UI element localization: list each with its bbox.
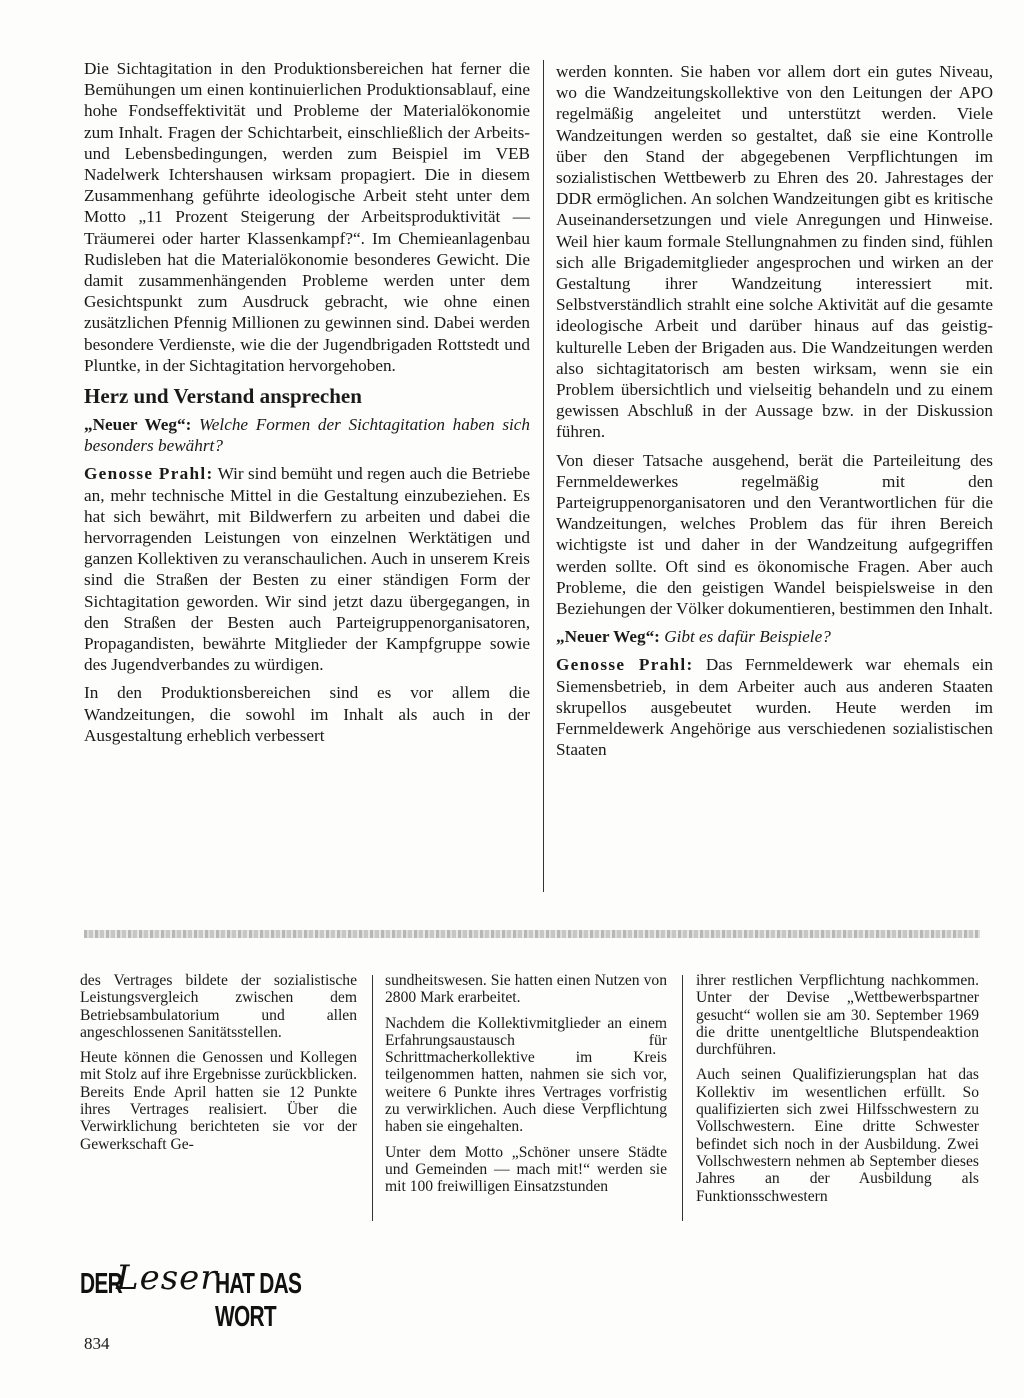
logo-leser: Leser — [116, 1258, 218, 1298]
section-divider — [84, 930, 980, 938]
paragraph: In den Produktionsbereichen sind es vor allem die Wandzeitungen, die sowohl im Inhalt als auch in der Ausgestaltung erheblich verbessert — [84, 683, 530, 745]
interview-answer — [84, 463, 530, 675]
interview-question — [84, 414, 530, 456]
question-text: Welche Formen der Sichtagitation haben sich besonders bewährt? — [84, 415, 531, 456]
interview-answer — [556, 654, 993, 760]
column-rule — [682, 975, 683, 1221]
question-label: „Neuer Weg“: — [556, 627, 660, 647]
answer-text: Das Fernmeldewerk war ehemals ein Siemensbetrieb, in dem Arbeiter auch aus anderen Staaten skrupellos ausgebeutet wurden. Heute werden im Fernmeldewerk Angehörige aus verschiedenen sozialistischen Staaten — [556, 655, 993, 760]
column-rule — [543, 60, 544, 892]
paragraph: werden konnten. Sie haben vor allem dort ein gutes Niveau, wo die Wandzeitungskollektive von den Leitungen der APO regelmäßig angeleitet und unterstützt werden. Viele Wandzeitungen werden so gestaltet, daß sie eine Kontrolle über den Stand der abgegebenen Verpflichtungen im sozialistischen Wettbewerb zu Ehren des 20. Jahrestages der DDR ermöglichen. An solchen Wandzeitungen gibt es kritische Auseinandersetzungen und viele Anregungen und Hinweise. Weil hier kaum formale Stellungnahmen zu finden sind, fühlen sich alle Brigademitglieder angesprochen und wirken an der Gestaltung ihrer Wandzeitung interessiert mit. Selbstverständlich strahlt eine solche Aktivität auf die gesamte ideologische Arbeit und darüber hinaus auf das geistig-kulturelle Leben der Brigaden aus. Die Wandzeitungen werden also sichtagitatorisch am besten wirksam, wenn sie ein Problem übersichtlich und vielseitig behandeln und zu einem gewissen Abschluß in der Aussage bzw. in der Diskussion führen. — [556, 62, 993, 442]
paragraph: Heute können die Genossen und Kollegen mit Stolz auf ihre Ergebnisse zurückblicken. Bereits Ende April hatten sie 12 Punkte ihres Vertrages realisiert. Über die Verwirklichung berichteten sie vor der Gewerkschaft Ge- — [80, 1049, 357, 1153]
paragraph: des Vertrages bildete der sozialistische Leistungsvergleich zwischen dem Betriebsambulatorium und allen angeschlossenen Sanitätsstellen. — [80, 972, 357, 1041]
article-column-right — [556, 61, 993, 768]
paragraph: Unter dem Motto „Schöner unsere Städte und Gemeinden — mach mit!“ werden sie mit 100 freiwilligen Einsatzstunden — [385, 1143, 667, 1196]
letter-column-1 — [80, 972, 357, 1161]
logo-hat-das-wort: HAT DAS WORT — [215, 1268, 302, 1333]
rubric-logo — [80, 1258, 350, 1333]
section-heading: Herz und Verstand ansprechen — [84, 384, 362, 409]
question-text: Gibt es dafür Beispiele? — [664, 627, 831, 647]
paragraph: Von dieser Tatsache ausgehend, berät die Parteileitung des Fernmeldewerkes regelmäßig mit den Parteigruppenorganisatoren und den Verantwortlichen für die Wandzeitungen, welches Problem das für ihren Bereich wichtigste ist und daher in der Wandzeitung aufgegriffen werden sollte. Oft sind es ökonomische Fragen. Aber auch Probleme, die den geistigen Wandel beispielsweise in den Beziehungen der Völker dokumentieren, bestimmen den Inhalt. — [556, 450, 993, 619]
paragraph: Nachdem die Kollektivmitglieder an einem Erfahrungsaustausch für Schrittmacherkollektive im Kreis teilgenommen hatten, nahmen sie sich vor, weitere 6 Punkte ihres Vertrages vorfristig zu verwirklichen. Auch diese Verpflichtung haben sie eingehalten. — [385, 1014, 667, 1136]
logo-der: DER — [80, 1268, 122, 1300]
question-label: „Neuer Weg“: — [84, 415, 192, 435]
answer-label: Genosse Prahl: — [556, 655, 694, 675]
paragraph: Auch seinen Qualifizierungsplan hat das Kollektiv im wesentlichen erfüllt. So qualifizierten sich zwei Hilfsschwestern zu Vollschwestern. Eine dritte Schwester befindet sich noch in der Ausbildung. Zwei Vollschwestern nehmen ab September dieses Jahres an der Ausbildung als Funktionsschwestern — [696, 1066, 979, 1205]
interview-question — [556, 626, 993, 647]
letter-column-3 — [696, 972, 979, 1213]
paragraph: ihrer restlichen Verpflichtung nachkommen. Unter der Devise „Wettbewerbspartner gesucht“ wollen sie am 30. September 1969 die dritte unentgeltliche Blutspendeaktion durchführen. — [696, 972, 979, 1059]
letter-column-2 — [385, 972, 667, 1204]
article-column-left — [84, 58, 530, 753]
paragraph: Die Sichtagitation in den Produktionsbereichen hat ferner die Bemühungen um einen kontinuierlichen Produktionsablauf, eine hohe Fondseffektivität und Probleme der Materialökonomie zum Inhalt. Fragen der Schichtarbeit, einschließlich der Arbeits- und Lebensbedingungen, werden zum Beispiel im VEB Nadelwerk Ichtershausen wirksam propagiert. Die in diesem Zusammenhang geführte ideologische Arbeit steht unter dem Motto „11 Prozent Steigerung der Arbeitsproduktivität — Träumerei oder harter Klassenkampf?“. Im Chemieanlagenbau Rudisleben hat die Materialökonomie besonderes Gewicht. Die damit zusammenhängenden Probleme werden unter dem Gesichtspunkt zum Ausdruck gebracht, wie ohne einen zusätzlichen Pfennig Millionen zu gewinnen sind. Dabei werden besondere Verdienste, wie die der Jugendbrigaden Rottstedt und Pluntke, in der Sichtagitation hervorgehoben. — [84, 59, 530, 375]
answer-text: Wir sind bemüht und regen auch die Betriebe an, mehr technische Mittel in die Gestaltung einzubeziehen. Es hat sich bewährt, mit Bildwerfern zu arbeiten und dabei die hervorragenden Leistungen von einzelnen Werktätigen und ganzen Kollektiven zu veranschaulichen. Auch in unserem Kreis sind die Straßen der Besten zu einer ständigen Form der Sichtagitation geworden. Wir sind jetzt dazu übergegangen, in den Straßen der Besten auch Parteigruppenorganisatoren, Propagandisten, bewährte Mitglieder der Kampfgruppe sowie des Jugendverbandes zu würdigen. — [84, 464, 530, 675]
answer-label: Genosse Prahl: — [84, 464, 214, 484]
page-number: 834 — [84, 1334, 110, 1353]
paragraph: sundheitswesen. Sie hatten einen Nutzen von 2800 Mark erarbeitet. — [385, 972, 667, 1007]
column-rule — [372, 975, 373, 1221]
